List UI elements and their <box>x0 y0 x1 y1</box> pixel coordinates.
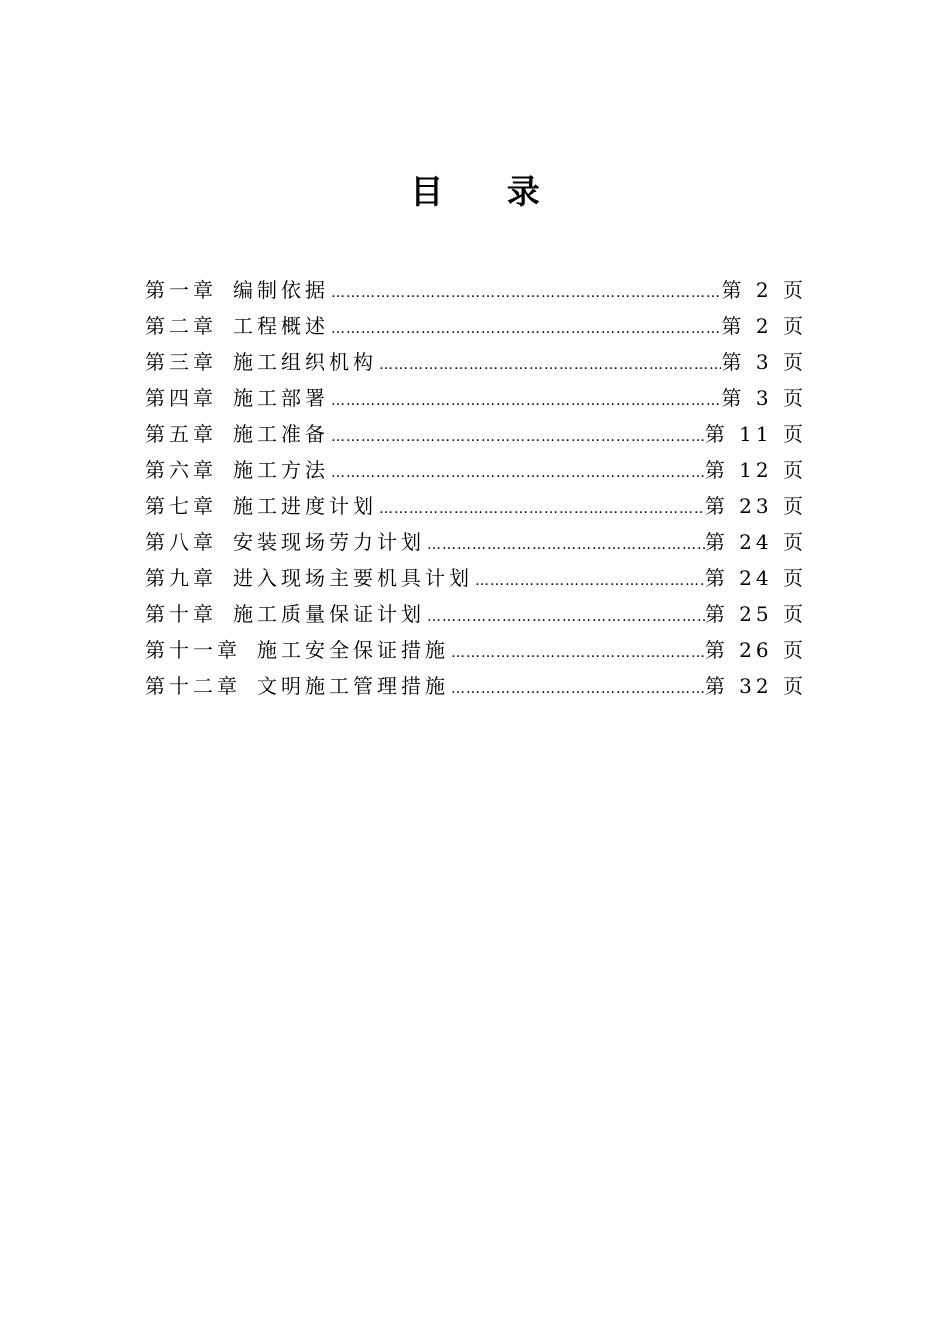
toc-entry[interactable] <box>145 596 807 632</box>
dot-leader <box>473 563 705 596</box>
chapter-number: 第十章 <box>145 602 217 626</box>
page-number: 第 12 页 <box>704 458 807 482</box>
chapter-number: 第十一章 <box>145 638 241 662</box>
toc-entry[interactable] <box>145 344 807 380</box>
page-title: 目 录 <box>410 172 566 211</box>
toc-entry[interactable] <box>145 632 807 668</box>
page-number: 第 3 页 <box>721 350 807 374</box>
chapter-title: 施工进度计划 <box>233 494 377 518</box>
toc-entry[interactable] <box>145 524 807 560</box>
chapter-title: 工程概述 <box>233 314 329 338</box>
chapter-number: 第二章 <box>145 314 217 338</box>
chapter-title: 进入现场主要机具计划 <box>233 566 473 590</box>
toc-entry[interactable] <box>145 308 807 344</box>
chapter-title: 施工组织机构 <box>233 350 377 374</box>
chapter-number: 第三章 <box>145 350 217 374</box>
dot-leader <box>449 671 705 704</box>
chapter-title: 施工方法 <box>233 458 329 482</box>
toc-entry[interactable] <box>145 272 807 308</box>
dot-leader <box>449 635 705 668</box>
chapter-title: 施工质量保证计划 <box>233 602 425 626</box>
toc-entry[interactable] <box>145 380 807 416</box>
page-number: 第 3 页 <box>721 386 807 410</box>
page-number: 第 32 页 <box>704 674 807 698</box>
dot-leader <box>377 491 705 524</box>
chapter-title: 施工部署 <box>233 386 329 410</box>
dot-leader <box>377 347 721 380</box>
page-number: 第 24 页 <box>704 530 807 554</box>
dot-leader <box>329 455 705 488</box>
chapter-number: 第四章 <box>145 386 217 410</box>
chapter-number: 第十二章 <box>145 674 241 698</box>
chapter-title: 施工安全保证措施 <box>257 638 449 662</box>
page-number: 第 24 页 <box>704 566 807 590</box>
page-number: 第 11 页 <box>704 422 807 446</box>
dot-leader <box>425 527 705 560</box>
dot-leader <box>329 311 721 344</box>
chapter-title: 安装现场劳力计划 <box>233 530 425 554</box>
toc-entry[interactable] <box>145 416 807 452</box>
chapter-number: 第六章 <box>145 458 217 482</box>
toc-entry[interactable] <box>145 668 807 704</box>
chapter-title: 文明施工管理措施 <box>257 674 449 698</box>
chapter-number: 第一章 <box>145 278 217 302</box>
page-number: 第 2 页 <box>721 314 807 338</box>
chapter-number: 第五章 <box>145 422 217 446</box>
page-number: 第 2 页 <box>721 278 807 302</box>
dot-leader <box>329 419 705 452</box>
dot-leader <box>425 599 705 632</box>
page-number: 第 23 页 <box>704 494 807 518</box>
chapter-number: 第七章 <box>145 494 217 518</box>
toc-entry[interactable] <box>145 560 807 596</box>
table-of-contents <box>145 272 807 704</box>
page-number: 第 25 页 <box>704 602 807 626</box>
toc-entry[interactable] <box>145 488 807 524</box>
dot-leader <box>329 383 721 416</box>
dot-leader <box>329 275 721 308</box>
toc-entry[interactable] <box>145 452 807 488</box>
chapter-title: 编制依据 <box>233 278 329 302</box>
chapter-title: 施工准备 <box>233 422 329 446</box>
chapter-number: 第八章 <box>145 530 217 554</box>
chapter-number: 第九章 <box>145 566 217 590</box>
page-number: 第 26 页 <box>704 638 807 662</box>
